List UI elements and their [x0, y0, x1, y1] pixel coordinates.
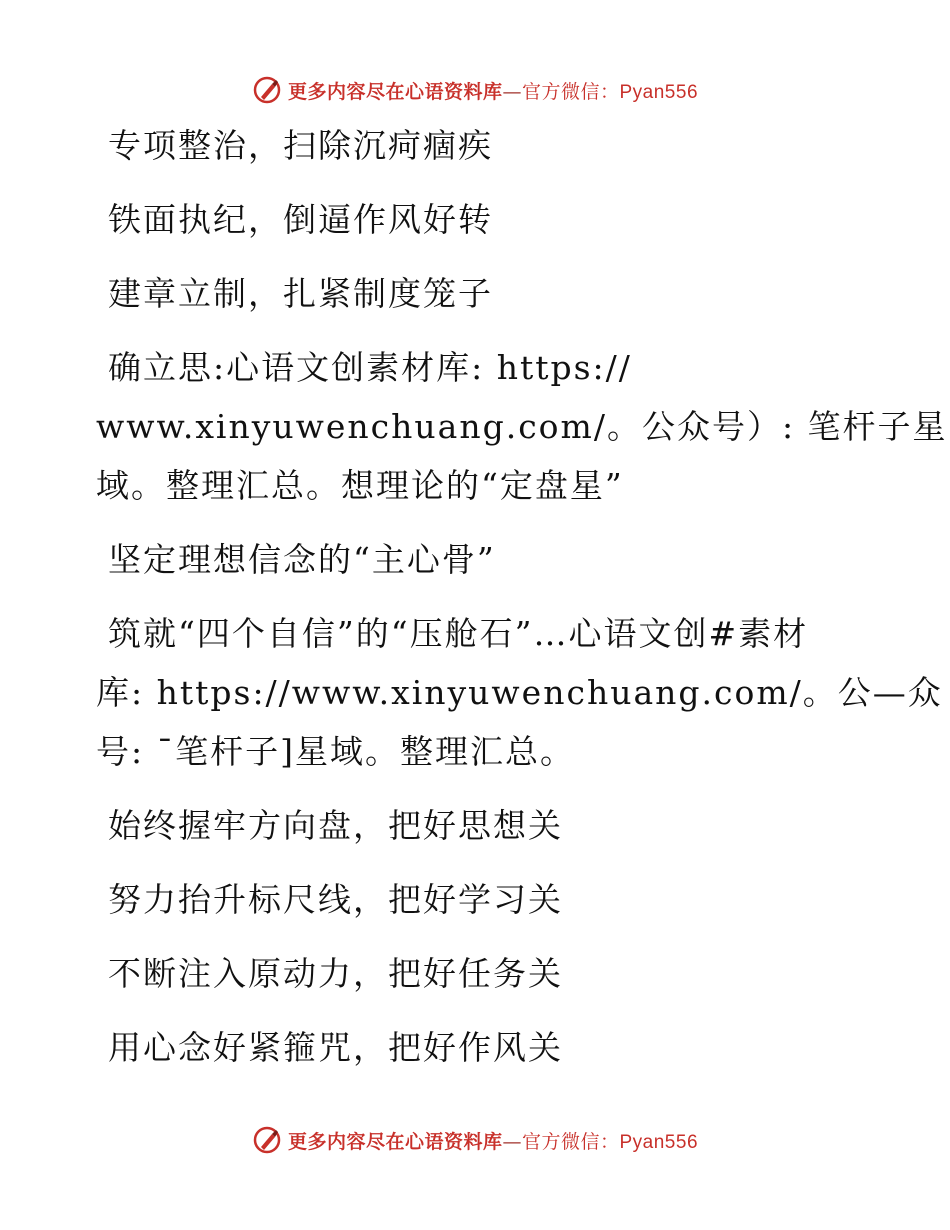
- header-banner-main: 更多内容尽在心语资料库: [287, 80, 503, 103]
- body-line: 号: ¯笔杆子]星域。整理汇总。: [96, 732, 575, 771]
- footer-banner-main: 更多内容尽在心语资料库: [287, 1130, 503, 1153]
- footer-banner-sep: —: [502, 1130, 522, 1153]
- body-line: 建章立制，扎紧制度笼子: [108, 274, 493, 313]
- body-line: www.xinyuwenchuang.com/。公众号）: 笔杆子星: [96, 407, 948, 446]
- header-banner-text: [288, 77, 698, 104]
- header-banner-wechat-label: 官方微信：: [521, 80, 620, 103]
- body-line: 库: https://www.xinyuwenchuang.com/。公—众: [96, 673, 943, 712]
- body-line: 域。整理汇总。想理论的“定盘星”: [96, 466, 624, 505]
- body-line: 专项整治，扫除沉疴痼疾: [108, 126, 493, 165]
- body-line: 用心念好紧箍咒，把好作风关: [108, 1028, 563, 1067]
- body-line: 确立思:心语文创素材库: https://: [108, 348, 632, 387]
- body-line: 筑就“四个自信”的“压舱石”…心语文创#素材: [108, 614, 809, 653]
- pen-logo-icon: [252, 1125, 282, 1155]
- header-banner-wechat-id: Pyan556: [619, 81, 699, 103]
- body-line: 努力抬升标尺线，把好学习关: [108, 880, 563, 919]
- pen-logo-icon: [252, 75, 282, 105]
- footer-banner-wechat-id: Pyan556: [619, 1131, 699, 1153]
- footer-banner: [0, 1120, 950, 1160]
- body-line: 坚定理想信念的“主心骨”: [108, 540, 496, 579]
- body-line: 不断注入原动力，把好任务关: [108, 954, 563, 993]
- header-banner: [0, 70, 950, 110]
- body-line: 铁面执纪，倒逼作风好转: [108, 200, 493, 239]
- header-banner-sep: —: [502, 80, 522, 103]
- body-line: 始终握牢方向盘，把好思想关: [108, 806, 563, 845]
- footer-banner-text: [288, 1127, 698, 1154]
- footer-banner-wechat-label: 官方微信：: [521, 1130, 620, 1153]
